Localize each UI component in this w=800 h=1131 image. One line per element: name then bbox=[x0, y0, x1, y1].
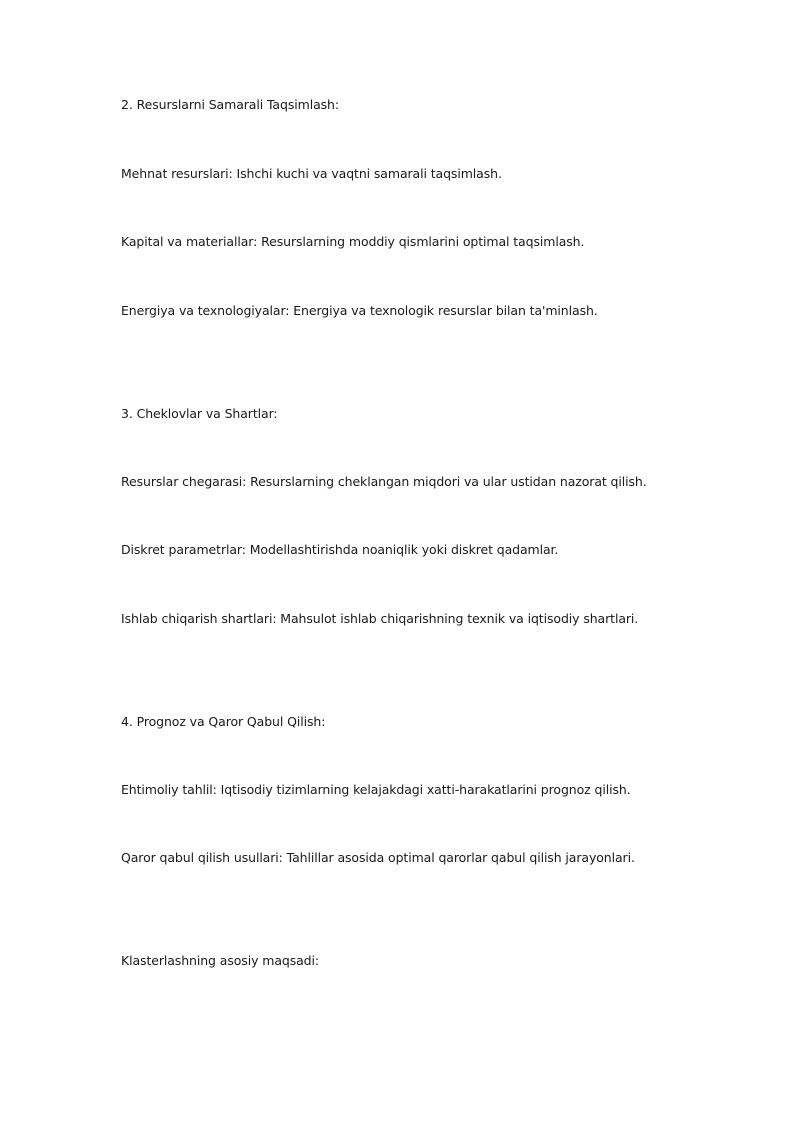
paragraph-production-conditions: Ishlab chiqarish shartlari: Mahsulot ishlab chiqarishning texnik va iqtisodiy shartlari. bbox=[121, 611, 639, 626]
closing-heading-clustering-goal: Klasterlashning asosiy maqsadi: bbox=[121, 953, 320, 968]
paragraph-labor-resources: Mehnat resurslari: Ishchi kuchi va vaqtni samarali taqsimlash. bbox=[121, 166, 502, 181]
paragraph-discrete-parameters: Diskret parametrlar: Modellashtirishda noaniqlik yoki diskret qadamlar. bbox=[121, 542, 559, 557]
section-heading-resource-allocation: 2. Resurslarni Samarali Taqsimlash: bbox=[121, 97, 339, 112]
paragraph-resource-limits: Resurslar chegarasi: Resurslarning cheklangan miqdori va ular ustidan nazorat qilish. bbox=[121, 474, 647, 489]
section-heading-forecast-decision: 4. Prognoz va Qaror Qabul Qilish: bbox=[121, 714, 326, 729]
section-heading-constraints: 3. Cheklovlar va Shartlar: bbox=[121, 406, 278, 421]
paragraph-capital-materials: Kapital va materiallar: Resurslarning moddiy qismlarini optimal taqsimlash. bbox=[121, 234, 585, 249]
paragraph-energy-technology: Energiya va texnologiyalar: Energiya va texnologik resurslar bilan ta'minlash. bbox=[121, 303, 598, 318]
paragraph-decision-methods: Qaror qabul qilish usullari: Tahlillar asosida optimal qarorlar qabul qilish jarayonlari. bbox=[121, 850, 635, 865]
paragraph-probabilistic-analysis: Ehtimoliy tahlil: Iqtisodiy tizimlarning kelajakdagi xatti-harakatlarini prognoz qilish. bbox=[121, 782, 631, 797]
